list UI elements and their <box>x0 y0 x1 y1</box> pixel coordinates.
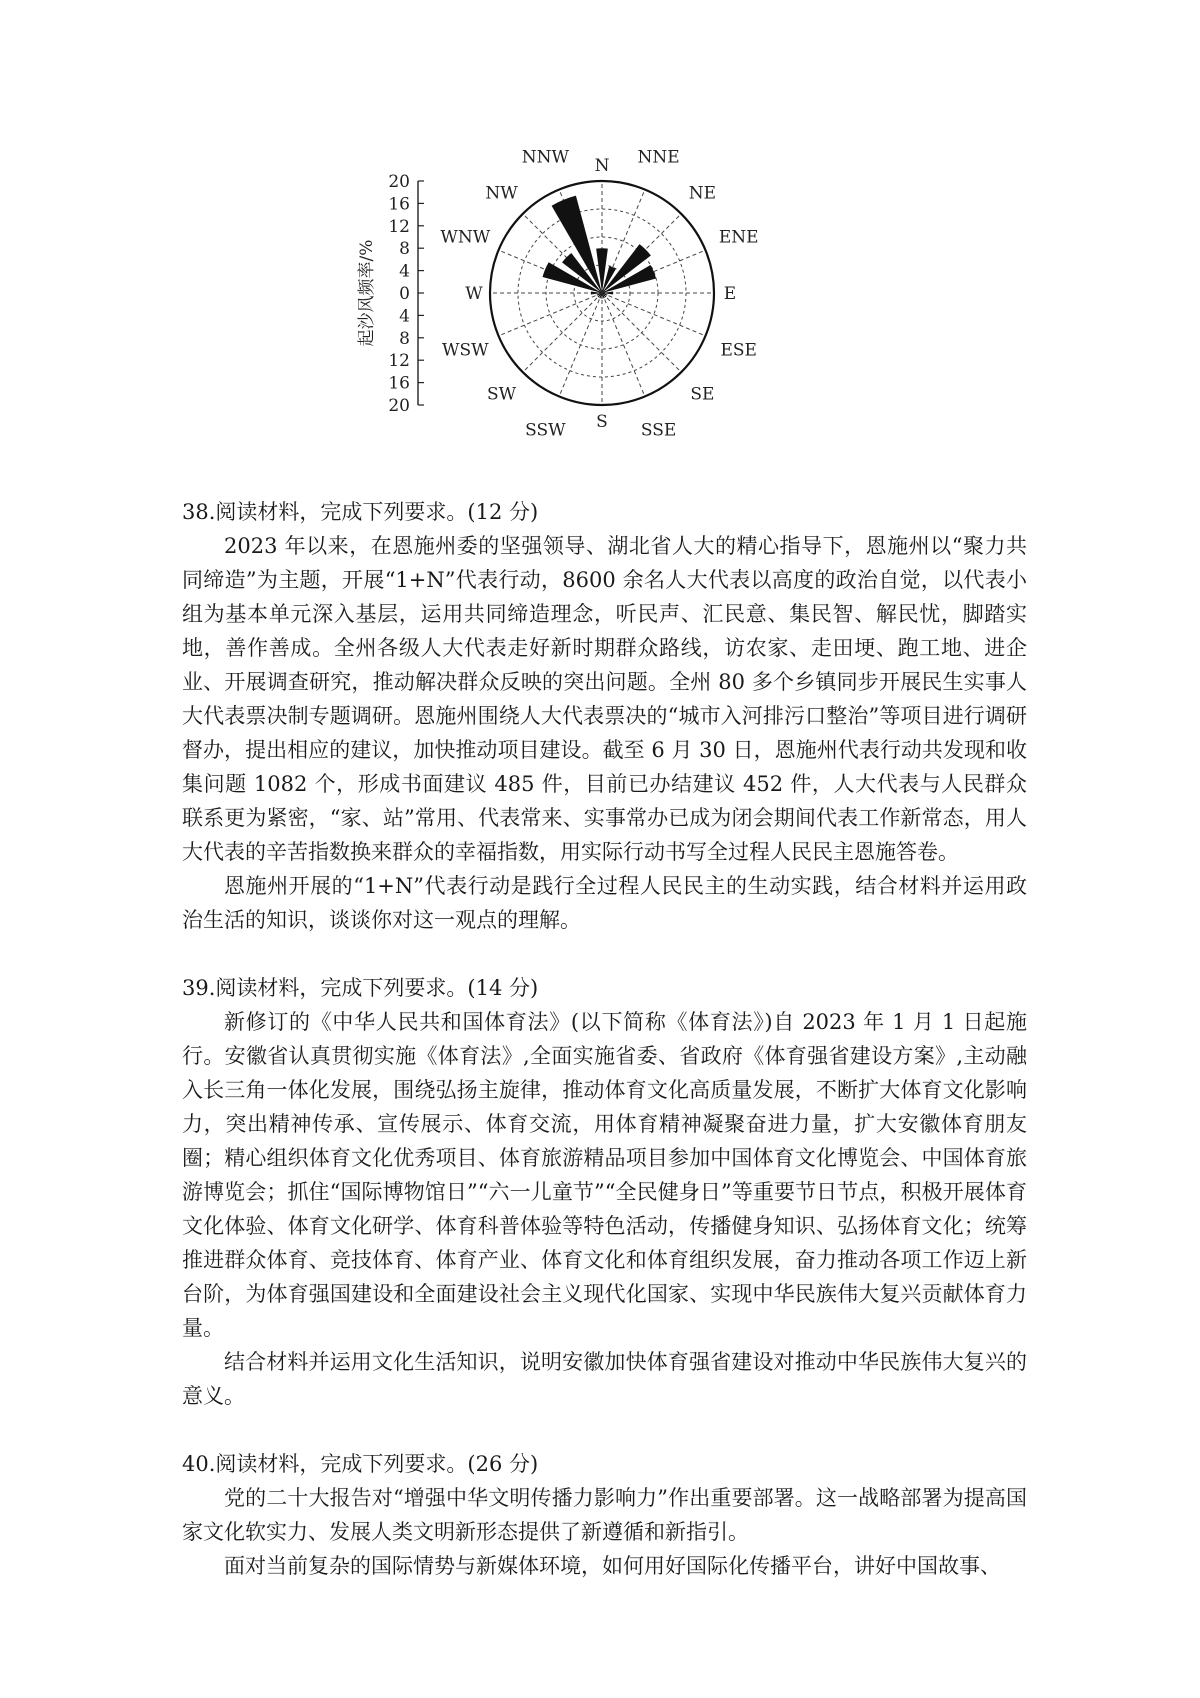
direction-label-e: E <box>723 284 737 304</box>
question-39-material: 新修订的《中华人民共和国体育法》(以下简称《体育法》)自 2023 年 1 月 1 日起施行。安徽省认真贯彻实施《体育法》,全面实施省委、省政府《体育强省建设方案》,主动融入长三角一体化发展，围绕弘扬主旋律，推动体育文化高质量发展，不断扩大体育文化影响力，突出精神传承、宣传展示、体育交流，用体育精神凝聚奋进力量，扩大安徽体育朋友圈；精心组织体育文化优秀项目、体育旅游精品项目参加中国体育文化博览会、中国体育旅游博览会；抓住“国际博物馆日”“六一儿童节”“全民健身日”等重要节日节点，积极开展体育文化体验、体育文化研学、体育科普体验等特色活动，传播健身知识、弘扬体育文化；统筹推进群众体育、竞技体育、体育产业、体育文化和体育组织发展，奋力推动各项工作迈上新台阶，为体育强国建设和全面建设社会主义现代化国家、实现中华民族伟大复兴贡献体育力量。 <box>182 1010 1027 1340</box>
question-39 <box>182 971 1027 1413</box>
direction-label-se: SE <box>690 384 715 405</box>
direction-label-w: W <box>465 284 483 304</box>
axis-tick-label: 12 <box>388 216 410 237</box>
direction-label-sse: SSE <box>640 420 677 441</box>
question-38 <box>182 495 1027 937</box>
direction-label-wsw: WSW <box>441 340 489 361</box>
axis-tick-label: 16 <box>388 194 410 215</box>
wind-petals <box>542 196 656 299</box>
question-38-heading: 38.阅读材料，完成下列要求。(12 分) <box>182 500 539 524</box>
axis-tick-label: 4 <box>399 306 410 327</box>
question-40 <box>182 1447 1027 1583</box>
question-38-prompt: 恩施州开展的“1+N”代表行动是践行全过程人民民主的生动实践，结合材料并运用政治生活的知识，谈谈你对这一观点的理解。 <box>182 874 1027 932</box>
question-38-material: 2023 年以来，在恩施州委的坚强领导、湖北省人大的精心指导下，恩施州以“聚力共同缔造”为主题，开展“1+N”代表行动，8600 余名人大代表以高度的政治自觉，以代表小组为基本单元深入基层，运用共同缔造理念，听民声、汇民意、集民智、解民忧，脚踏实地，善作善成。全州各级人大代表走好新时期群众路线，访农家、走田埂、跑工地、进企业、开展调查研究，推动解决群众反映的突出问题。全州 80 多个乡镇同步开展民生实事人大代表票决制专题调研。恩施州围绕人大代表票决的“城市入河排污口整治”等项目进行调研督办，提出相应的建议，加快推动项目建设。截至 6 月 30 日，恩施州代表行动共发现和收集问题 1082 个，形成书面建议 485 件，目前已办结建议 452 件，人大代表与人民群众联系更为紧密，“家、站”常用、代表常来、实事常办已成为闭会期间代表工作新常态，用人大代表的辛苦指数换来群众的幸福指数，用实际行动书写全过程人民民主恩施答卷。 <box>182 534 1027 864</box>
question-40-material: 党的二十大报告对“增强中华文明传播力影响力”作出重要部署。这一战略部署为提高国家文化软实力、发展人类文明新形态提供了新遵循和新指引。 <box>182 1486 1027 1544</box>
direction-label-nw: NW <box>485 183 518 204</box>
direction-label-ne: NE <box>688 183 717 204</box>
axis-tick-label: 8 <box>399 328 410 349</box>
questions <box>182 495 1027 1617</box>
question-39-prompt: 结合材料并运用文化生活知识，说明安徽加快体育强省建设对推动中华民族伟大复兴的意义。 <box>182 1350 1027 1408</box>
question-40-heading: 40.阅读材料，完成下列要求。(26 分) <box>182 1452 539 1476</box>
sand-wind-rose-chart <box>357 147 830 470</box>
frequency-axis <box>388 172 424 416</box>
direction-label-nne: NNE <box>637 147 680 168</box>
direction-label-ese: ESE <box>720 340 757 361</box>
grid-spoke <box>602 293 705 336</box>
direction-label-ssw: SSW <box>525 420 566 441</box>
petal-n <box>596 248 608 293</box>
axis-tick-label: 16 <box>388 373 410 394</box>
y-axis-label: 起沙风频率/% <box>357 239 377 347</box>
grid-spoke <box>523 293 602 372</box>
direction-label-ene: ENE <box>718 227 759 248</box>
axis-tick-label: 8 <box>399 239 410 260</box>
direction-label-wnw: WNW <box>440 227 491 248</box>
question-40-prompt: 面对当前复杂的国际情势与新媒体环境，如何用好国际化传播平台，讲好中国故事、 <box>224 1554 1001 1578</box>
grid-spoke <box>602 293 645 396</box>
direction-label-nnw: NNW <box>521 147 569 168</box>
axis-tick-label: 20 <box>388 396 410 416</box>
question-39-heading: 39.阅读材料，完成下列要求。(14 分) <box>182 976 539 1000</box>
grid-spoke <box>499 293 602 336</box>
axis-tick-label: 4 <box>399 261 410 282</box>
direction-label-sw: SW <box>487 384 517 405</box>
axis-tick-label: 0 <box>399 284 410 304</box>
axis-tick-label: 20 <box>388 172 410 192</box>
direction-label-s: S <box>596 412 608 432</box>
grid-spoke <box>559 293 602 396</box>
direction-label-n: N <box>594 156 610 176</box>
axis-tick-label: 12 <box>388 351 410 372</box>
